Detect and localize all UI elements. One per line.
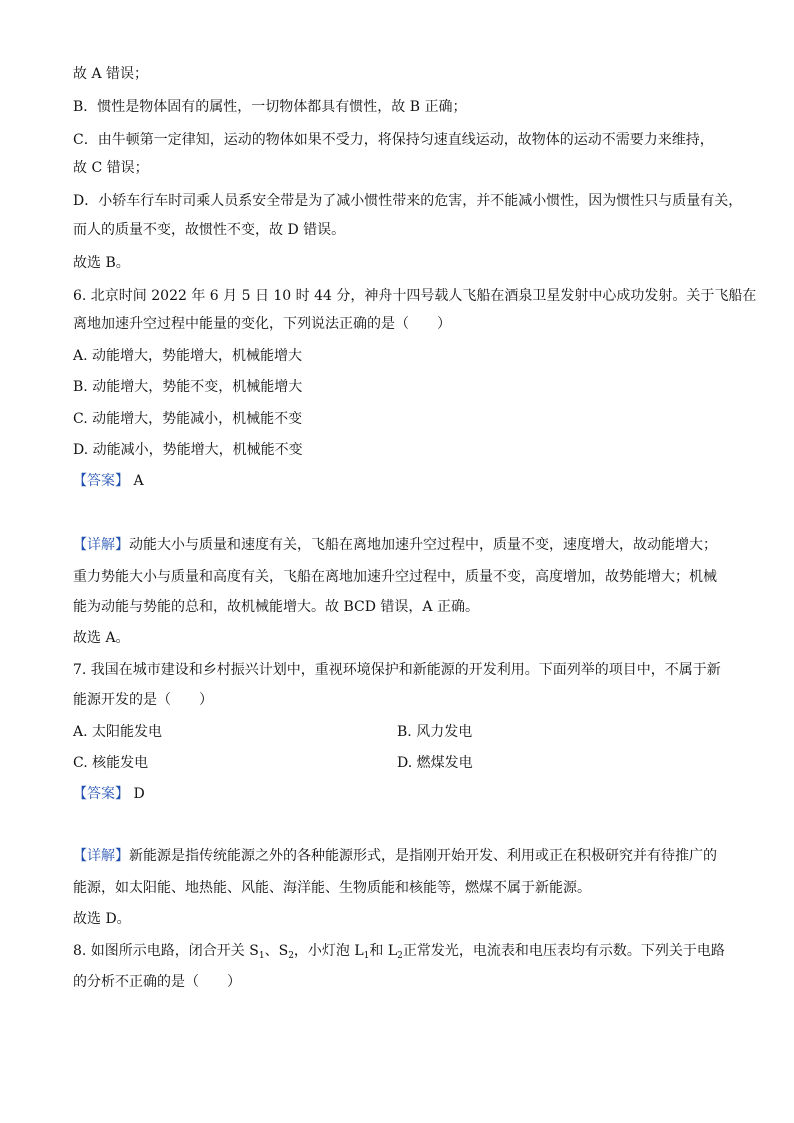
answer-tag: 【答案】 xyxy=(73,473,129,489)
q7-option-b: B. 风力发电 xyxy=(397,724,473,740)
q7-detail xyxy=(73,846,717,866)
q6-stem: 离地加速升空过程中能量的变化，下列说法正确的是（ ） xyxy=(73,316,451,332)
subscript: 1 xyxy=(258,951,265,961)
subscript: 2 xyxy=(397,951,403,961)
q7-stem: 能源开发的是（ ） xyxy=(73,692,213,708)
answer-tag: 【答案】 xyxy=(73,786,129,802)
q5-select: 故选 B。 xyxy=(73,255,130,271)
answer-value: D xyxy=(133,786,145,802)
q6-option-c: C. 动能增大，势能减小，机械能不变 xyxy=(73,411,303,427)
q8-stem xyxy=(73,941,725,961)
q6-select: 故选 A。 xyxy=(73,630,130,646)
subscript: 2 xyxy=(288,951,294,961)
subscript: 1 xyxy=(363,951,370,961)
q8-text: 和 L xyxy=(369,943,398,959)
detail-text: 新能源是指传统能源之外的各种能源形式，是指刚开始开发、利用或正在积极研究并有待推广的 xyxy=(129,848,717,864)
q5-text-line: 故 A 错误； xyxy=(73,66,149,82)
q8-text: 正常发光，电流表和电压表均有示数。下列关于电路 xyxy=(402,943,725,959)
q8-text: 、S xyxy=(264,943,289,959)
q5-option-b-analysis: B．惯性是物体固有的属性，一切物体都具有惯性，故 B 正确； xyxy=(73,99,467,115)
q7-option-d: D. 燃煤发电 xyxy=(397,755,473,771)
q8-stem: 的分析不正确的是（ ） xyxy=(73,974,241,990)
q5-option-d-analysis: D．小轿车行车时司乘人员系安全带是为了减小惯性带来的危害，并不能减小惯性，因为惯性只与质量有关， xyxy=(73,193,743,209)
q6-option-b: B. 动能增大，势能不变，机械能增大 xyxy=(73,379,303,395)
q6-detail: 能为动能与势能的总和，故机械能增大。故 BCD 错误，A 正确。 xyxy=(73,599,479,615)
q6-stem: 6. 北京时间 2022 年 6 月 5 日 10 时 44 分，神舟十四号载人飞船在酒泉卫星发射中心成功发射。关于飞船在 xyxy=(73,288,757,304)
answer-value: A xyxy=(133,473,144,489)
q7-answer xyxy=(73,784,145,804)
q7-option-a: A. 太阳能发电 xyxy=(73,724,163,740)
q6-option-a: A. 动能增大，势能增大，机械能增大 xyxy=(73,348,303,364)
q6-answer xyxy=(73,471,144,491)
q6-option-d: D. 动能减小，势能增大，机械能不变 xyxy=(73,442,303,458)
q8-text: ，小灯泡 L xyxy=(293,943,364,959)
detail-tag: 【详解】 xyxy=(73,537,129,553)
detail-tag: 【详解】 xyxy=(73,848,129,864)
q8-text: 8. 如图所示电路，闭合开关 S xyxy=(73,943,259,959)
q6-detail: 重力势能大小与质量和高度有关，飞船在离地加速升空过程中，质量不变，高度增加，故势能增大；机械 xyxy=(73,569,717,585)
q7-option-c: C. 核能发电 xyxy=(73,755,149,771)
detail-text: 动能大小与质量和速度有关，飞船在离地加速升空过程中，质量不变，速度增大，故动能增大； xyxy=(129,537,717,553)
q5-option-c-analysis: C．由牛顿第一定律知，运动的物体如果不受力，将保持匀速直线运动，故物体的运动不需要力来维持， xyxy=(73,132,714,148)
q7-select: 故选 D。 xyxy=(73,911,131,927)
q7-detail: 能源，如太阳能、地热能、风能、海洋能、生物质能和核能等，燃煤不属于新能源。 xyxy=(73,880,591,896)
q7-stem: 7. 我国在城市建设和乡村振兴计划中，重视环境保护和新能源的开发利用。下面列举的项目中，不属于新 xyxy=(73,662,721,678)
q6-detail xyxy=(73,535,717,555)
q5-text-line: 故 C 错误； xyxy=(73,160,149,176)
q5-text-line: 而人的质量不变，故惯性不变，故 D 错误。 xyxy=(73,222,346,238)
